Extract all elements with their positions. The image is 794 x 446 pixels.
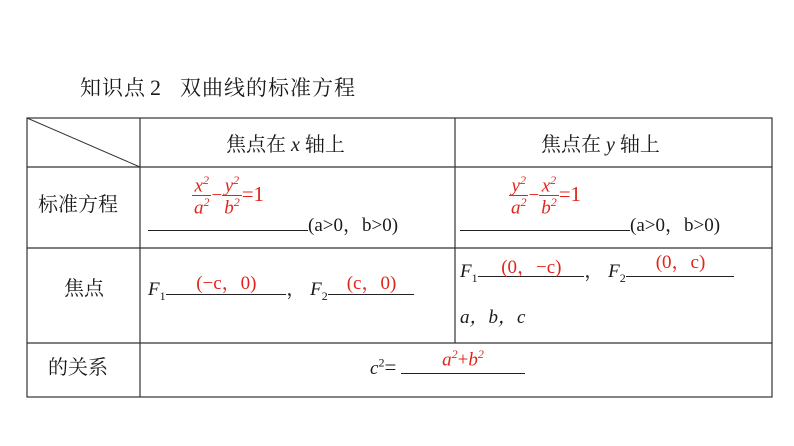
x-axis-f2-answer: (c，0) xyxy=(346,273,397,294)
x-axis-foci: $F_1$ (−c，0) ， $F_2$ (c，0) xyxy=(148,272,414,304)
header-y-axis: 焦点在 y 轴上 xyxy=(541,132,660,156)
x-axis-condition: (a>0，b>0) xyxy=(308,215,399,236)
title-prefix: 知识点 xyxy=(80,76,146,100)
abc-label: a，b，c xyxy=(460,307,526,328)
row-label-relation: 的关系 xyxy=(48,355,108,379)
y-axis-f2-answer: (0，c) xyxy=(655,252,706,273)
y-axis-foci: $F_1$ (0，−c) ， $F_2$ (0，c) xyxy=(460,256,734,286)
x-axis-equation: $\frac{x^2}{a^2}$ − $\frac{y^2}{b^2}$ =1 (a>0，b>0) xyxy=(148,174,398,237)
relation-equation: $c^2=$ $a^2+b^2$ xyxy=(370,349,525,380)
title-number: 2 xyxy=(150,75,162,100)
y-axis-f1-answer: (0，−c) xyxy=(501,257,562,278)
row-label-standard-equation: 标准方程 xyxy=(38,192,118,216)
title-text: 双曲线的标准方程 xyxy=(180,76,356,100)
y-axis-equation: $\frac{y^2}{a^2}$ − $\frac{x^2}{b^2}$ =1 (a>0，b>0) xyxy=(460,174,720,237)
relation-answer: $a^2+b^2$ xyxy=(442,347,484,371)
header-x-axis: 焦点在 x 轴上 xyxy=(226,132,345,156)
row-label-focus: 焦点 xyxy=(64,276,104,300)
y-axis-condition: (a>0，b>0) xyxy=(630,215,721,236)
x-axis-f1-answer: (−c，0) xyxy=(196,273,257,294)
